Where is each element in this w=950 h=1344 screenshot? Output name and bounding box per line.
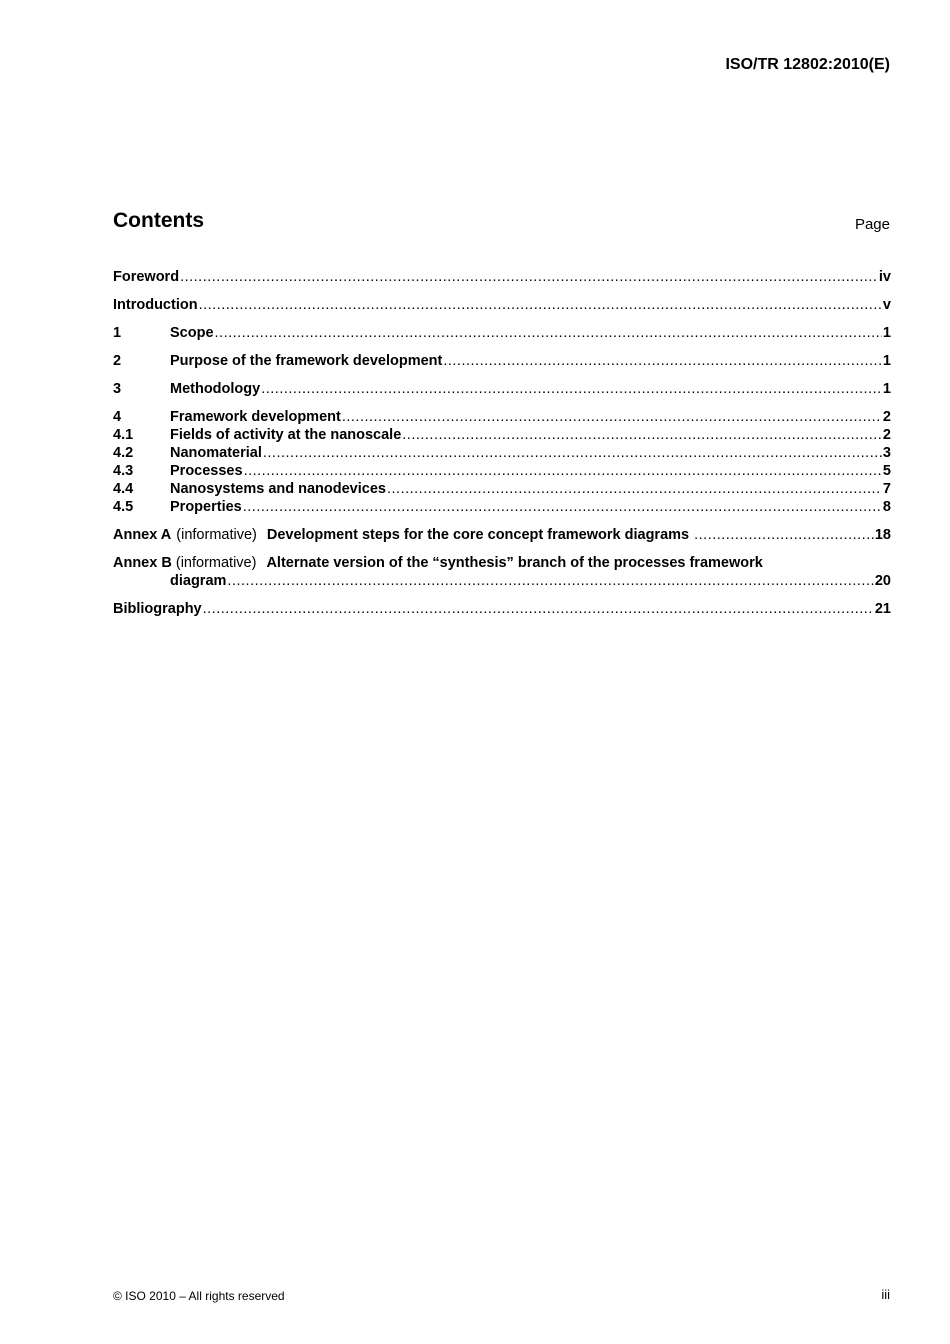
toc-entry-page: 2 <box>882 409 891 425</box>
toc-entry-page: 7 <box>882 481 891 497</box>
toc-entry-number: 2 <box>113 353 122 369</box>
toc-entry-title: Processes <box>170 463 243 479</box>
toc-entry-nanosystems[interactable] <box>113 480 891 498</box>
toc-entry-title: Framework development <box>170 409 341 425</box>
dot-leader <box>202 600 874 618</box>
dot-leader <box>243 462 882 480</box>
annex-b-second-line <box>113 572 891 590</box>
toc-entry-page: 8 <box>882 499 891 515</box>
dot-leader <box>260 380 882 398</box>
toc-entry-processes[interactable] <box>113 462 891 480</box>
footer-page-number: iii <box>881 1287 890 1302</box>
toc-entry-number: 4.2 <box>113 445 134 461</box>
dot-leader <box>242 498 882 516</box>
page-column-label: Page <box>854 216 890 233</box>
toc-entry-number: 4.3 <box>113 463 134 479</box>
toc-entry-page: 5 <box>882 463 891 479</box>
dot-leader <box>442 352 882 370</box>
toc-entry-page: 1 <box>882 381 891 397</box>
toc-entry-scope[interactable] <box>113 324 891 342</box>
toc-entry-page: 1 <box>882 325 891 341</box>
toc-entry-annex-a[interactable] <box>113 526 891 544</box>
toc-entry-nanomaterial[interactable] <box>113 444 891 462</box>
toc-entry-title: Nanomaterial <box>170 445 262 461</box>
toc-entry-title: Purpose of the framework development <box>170 353 443 369</box>
toc-entry-purpose[interactable] <box>113 352 891 370</box>
toc-entry-number: 4.5 <box>113 499 134 515</box>
annex-label: Annex A <box>113 527 172 543</box>
dot-leader <box>179 268 878 286</box>
toc-entry-number: 1 <box>113 325 122 341</box>
toc-entry-title: Nanosystems and nanodevices <box>170 481 386 497</box>
toc-entry-properties[interactable] <box>113 498 891 516</box>
toc-entry-page: 21 <box>874 601 891 617</box>
toc-entry-introduction[interactable] <box>113 296 891 314</box>
toc-entry-number: 3 <box>113 381 122 397</box>
dot-leader <box>262 444 882 462</box>
toc-entry-title: Methodology <box>170 381 261 397</box>
annex-label: Annex B <box>113 555 172 571</box>
annex-b-first-line <box>113 554 891 572</box>
toc-entry-number: 4.1 <box>113 427 134 443</box>
toc-entry-title: Fields of activity at the nanoscale <box>170 427 402 443</box>
annex-type: (informative) <box>176 527 257 543</box>
dot-leader <box>226 572 873 590</box>
toc-entry-page: 2 <box>882 427 891 443</box>
dot-leader <box>198 296 882 314</box>
dot-leader <box>689 526 874 544</box>
dot-leader <box>386 480 882 498</box>
annex-title: Development steps for the core concept framework diagrams <box>266 527 690 543</box>
toc-entry-number: 4.4 <box>113 481 134 497</box>
toc-entry-bibliography[interactable] <box>113 600 891 618</box>
toc-entry-page: v <box>882 297 891 313</box>
toc-entry-number: 4 <box>113 409 122 425</box>
toc-entry-annex-b[interactable] <box>113 554 891 590</box>
annex-title-continued: diagram <box>170 573 227 589</box>
toc-entry-framework-development[interactable] <box>113 408 891 426</box>
footer-copyright: © ISO 2010 – All rights reserved <box>113 1289 285 1303</box>
toc-entry-foreword[interactable] <box>113 268 891 286</box>
toc-entry-page: 20 <box>874 573 891 589</box>
toc-entry-page: 1 <box>882 353 891 369</box>
toc-entry-page: 3 <box>882 445 891 461</box>
contents-heading: Contents <box>113 209 204 232</box>
dot-leader <box>401 426 882 444</box>
dot-leader <box>214 324 882 342</box>
table-of-contents <box>113 268 891 618</box>
dot-leader <box>341 408 882 426</box>
document-id: ISO/TR 12802:2010(E) <box>725 56 890 73</box>
toc-entry-title: Foreword <box>113 269 180 285</box>
toc-entry-page: iv <box>878 269 891 285</box>
toc-entry-methodology[interactable] <box>113 380 891 398</box>
toc-entry-page: 18 <box>874 527 891 543</box>
annex-title: Alternate version of the “synthesis” branch of the processes framework <box>266 555 763 571</box>
toc-entry-title: Introduction <box>113 297 198 313</box>
toc-entry-title: Properties <box>170 499 242 515</box>
toc-entry-title: Bibliography <box>113 601 202 617</box>
toc-entry-fields-of-activity[interactable] <box>113 426 891 444</box>
annex-type: (informative) <box>175 555 257 571</box>
toc-entry-title: Scope <box>170 325 214 341</box>
